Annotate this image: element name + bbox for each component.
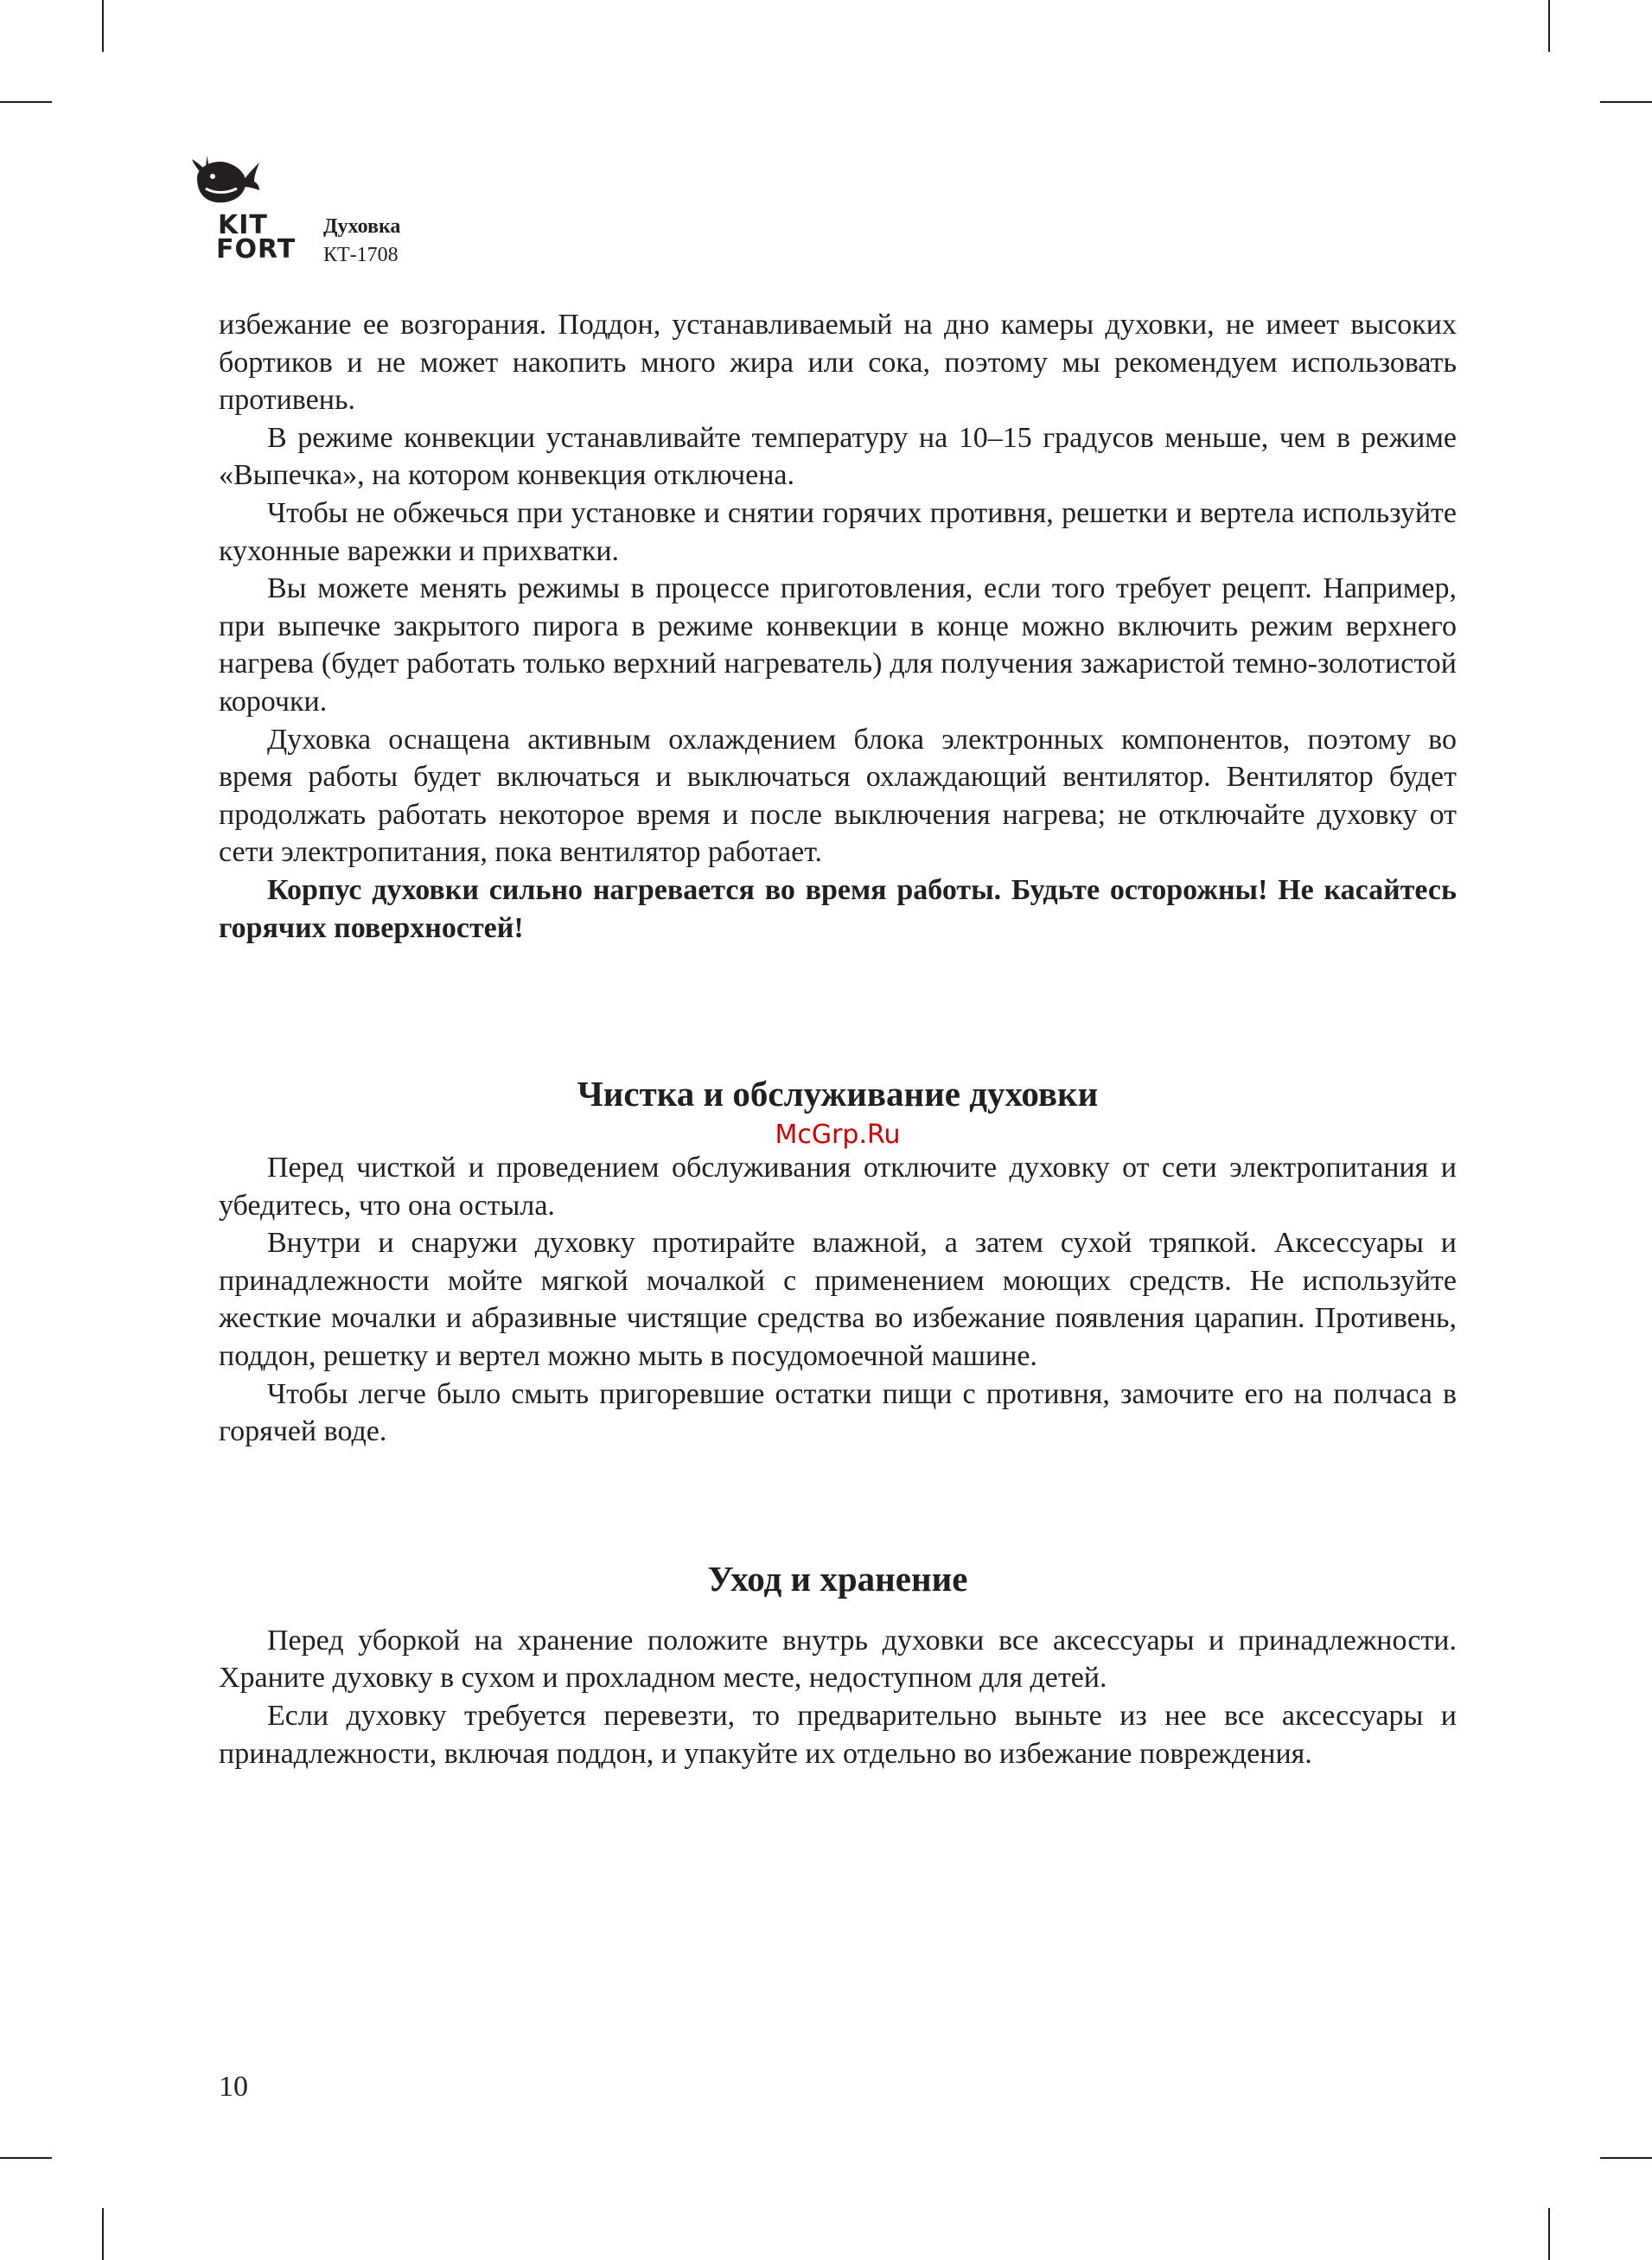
crop-mark-bottom-right-horizontal xyxy=(1600,2157,1652,2159)
crop-mark-top-left-horizontal xyxy=(0,101,52,103)
crop-mark-bottom-right-vertical xyxy=(1548,2208,1550,2260)
paragraph: Чтобы легче было смыть пригоревшие остатки пищи с противня, замочите его на полчаса в горячей воде. xyxy=(219,1377,1457,1448)
section-heading-storage: Уход и хранение xyxy=(707,1558,968,1599)
paragraph: В режиме конвекции устанавливайте температуру на 10–15 градусов меньше, чем в режиме «Выпечка», на котором конвекция отключена. xyxy=(219,421,1457,492)
brand-logo xyxy=(185,154,315,266)
brand-name-line-2: FORT xyxy=(216,234,297,265)
watermark-text: McGrp.Ru xyxy=(775,1120,901,1151)
paragraph: Перед чисткой и проведением обслуживания отключите духовку от сети электропитания и убедитесь, что она остыла. xyxy=(219,1152,1457,1222)
paragraph: Чтобы не обжечься при установке и снятии горячих противня, решетки и вертела используйте кухонные варежки и прихватки. xyxy=(219,496,1457,567)
crop-mark-bottom-left-horizontal xyxy=(0,2157,52,2159)
page-content xyxy=(219,306,1457,1772)
section-heading-cleaning: Чистка и обслуживание духовки xyxy=(577,1074,1099,1114)
document-model: КТ-1708 xyxy=(323,244,399,266)
paragraph: Если духовку требуется перевезти, то предварительно выньте из нее все аксессуары и принадлежности, включая поддон, и упакуйте их отдельно во избежание повреждения. xyxy=(219,1700,1457,1770)
warning-text: Корпус духовки сильно нагревается во время работы. Будьте осторожны! Не касайтесь горячих поверхностей! xyxy=(219,873,1457,944)
paragraph: Перед уборкой на хранение положите внутрь духовки все аксессуары и принадлежности. Храните духовку в сухом и прохладном месте, недоступном для детей. xyxy=(219,1624,1457,1695)
brand-name-line-1: KIT xyxy=(218,210,268,240)
crop-mark-top-right-horizontal xyxy=(1600,101,1652,103)
crop-mark-top-left-vertical xyxy=(102,0,104,52)
paragraph: Духовка оснащена активным охлаждением блока электронных компонентов, поэтому во время работы будет включаться и выключаться охлаждающий вентилятор. Вентилятор будет продолжать работать некоторое время и после выключения нагрева; не отключайте духовку от сети электропитания, пока вентилятор работает. xyxy=(219,723,1457,869)
paragraph: избежание ее возгорания. Поддон, устанавливаемый на дно камеры духовки, не имеет высоких бортиков и не может накопить много жира или сока, поэтому мы рекомендуем использовать противень. xyxy=(219,309,1457,417)
paragraph: Вы можете менять режимы в процессе приготовления, если того требует рецепт. Например, при выпечке закрытого пирога в режиме конвекции в конце можно включить режим верхнего нагрева (будет работать только верхний нагреватель) для получения зажаристой темно-золотистой корочки. xyxy=(219,572,1457,718)
page-number: 10 xyxy=(219,2071,248,2103)
whale-logo-icon xyxy=(188,154,261,211)
crop-mark-bottom-left-vertical xyxy=(102,2208,104,2260)
paragraph: Внутри и снаружи духовку протирайте влажной, а затем сухой тряпкой. Аксессуары и принадлежности мойте мягкой мочалкой с применением моющих средств. Не используйте жесткие мочалки и абразивные чистящие средства во избежание появления царапин. Противень, поддон, решетку и вертел можно мыть в посудомоечной машине. xyxy=(219,1227,1457,1373)
document-title: Духовка xyxy=(323,215,401,238)
document-header xyxy=(323,213,400,270)
crop-mark-top-right-vertical xyxy=(1548,0,1550,52)
